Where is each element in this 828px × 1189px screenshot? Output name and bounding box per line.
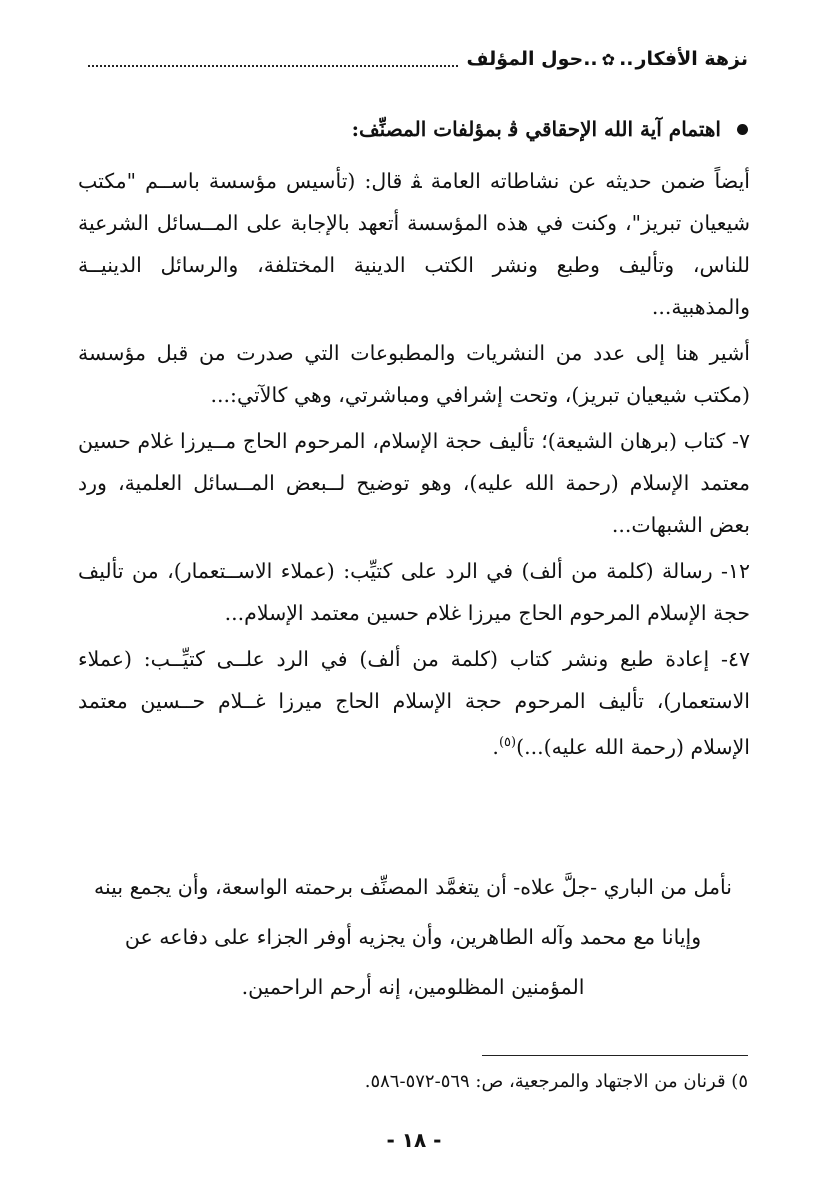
header-dotted-leader	[88, 51, 458, 67]
footnote-ref[interactable]: (٥)	[498, 735, 517, 750]
footnote: ٥) قرنان من الاجتهاد والمرجعية، ص: ٥٦٩-٥٧٢-٥٨٦.	[364, 1071, 748, 1092]
paragraph: أيضاً ضمن حديثه عن نشاطاته العامة ﭭ قال: (تأسيس مؤسسة باســم "مكتب شيعيان تبريز"، وكنت في هذه المؤسسة أتعهد بالإجابة على المــسائل الشرعية للناس، وتأليف وطبع ونشر الكتب الدينية المختلفة، والرسائل الدينيــة والمذهبية...	[78, 169, 750, 319]
body-text	[78, 160, 750, 772]
book-title: نزهة الأفكار	[635, 48, 748, 70]
footnote-divider	[482, 1055, 748, 1056]
list-item: ٧- كتاب (برهان الشيعة)؛ تأليف حجة الإسلام، المرحوم الحاج مــيرزا غلام حسين معتمد الإسلام (رحمة الله عليه)، وهو توضيح لــبعض المــسائل العلمية، ورد بعض الشبهات...	[78, 429, 750, 537]
sentence-end: .	[492, 734, 499, 759]
list-item-text: ٤٧- إعادة طبع ونشر كتاب (كلمة من ألف) في الرد علــى كتيِّــب: (عملاء الاستعمار)، تأليف المرحوم حجة الإسلام الحاج ميرزا غــلام حــسين معتمد الإسلام (رحمة الله عليه)...)	[78, 647, 750, 759]
paragraph: أشير هنا إلى عدد من النشريات والمطبوعات التي صدرت من قبل مؤسسة (مكتب شيعيان تبريز)، وتحت إشرافي ومباشرتي، وهي كالآتي:...	[78, 341, 750, 407]
flower-ornament-icon: ✿	[601, 49, 616, 69]
section-title: ..حول المؤلف	[466, 48, 598, 70]
list-item: ١٢- رسالة (كلمة من ألف) في الرد على كتيِّب: (عملاء الاســتعمار)، من تأليف حجة الإسلام المرحوم الحاج ميرزا غلام حسين معتمد الإسلام...	[78, 559, 750, 625]
page-number: - ١٨ -	[386, 1128, 442, 1152]
running-header	[80, 48, 748, 70]
closing-paragraph: نأمل من الباري -جلَّ علاه- أن يتغمَّد المصنِّف برحمته الواسعة، وأن يجمع بينه وإيانا مع محمد وآله الطاهرين، وأن يجزيه أوفر الجزاء على دفاعه عن المؤمنين المظلومين، إنه أرحم الراحمين.	[94, 875, 732, 999]
running-header-title	[466, 48, 748, 70]
bullet-icon	[737, 124, 748, 135]
list-item	[78, 638, 750, 768]
header-separator: ..	[619, 48, 634, 70]
section-heading	[80, 117, 748, 141]
section-heading-text: اهتمام آية الله الإحقاقي ﭬ بمؤلفات المصنِّف:	[351, 117, 721, 141]
